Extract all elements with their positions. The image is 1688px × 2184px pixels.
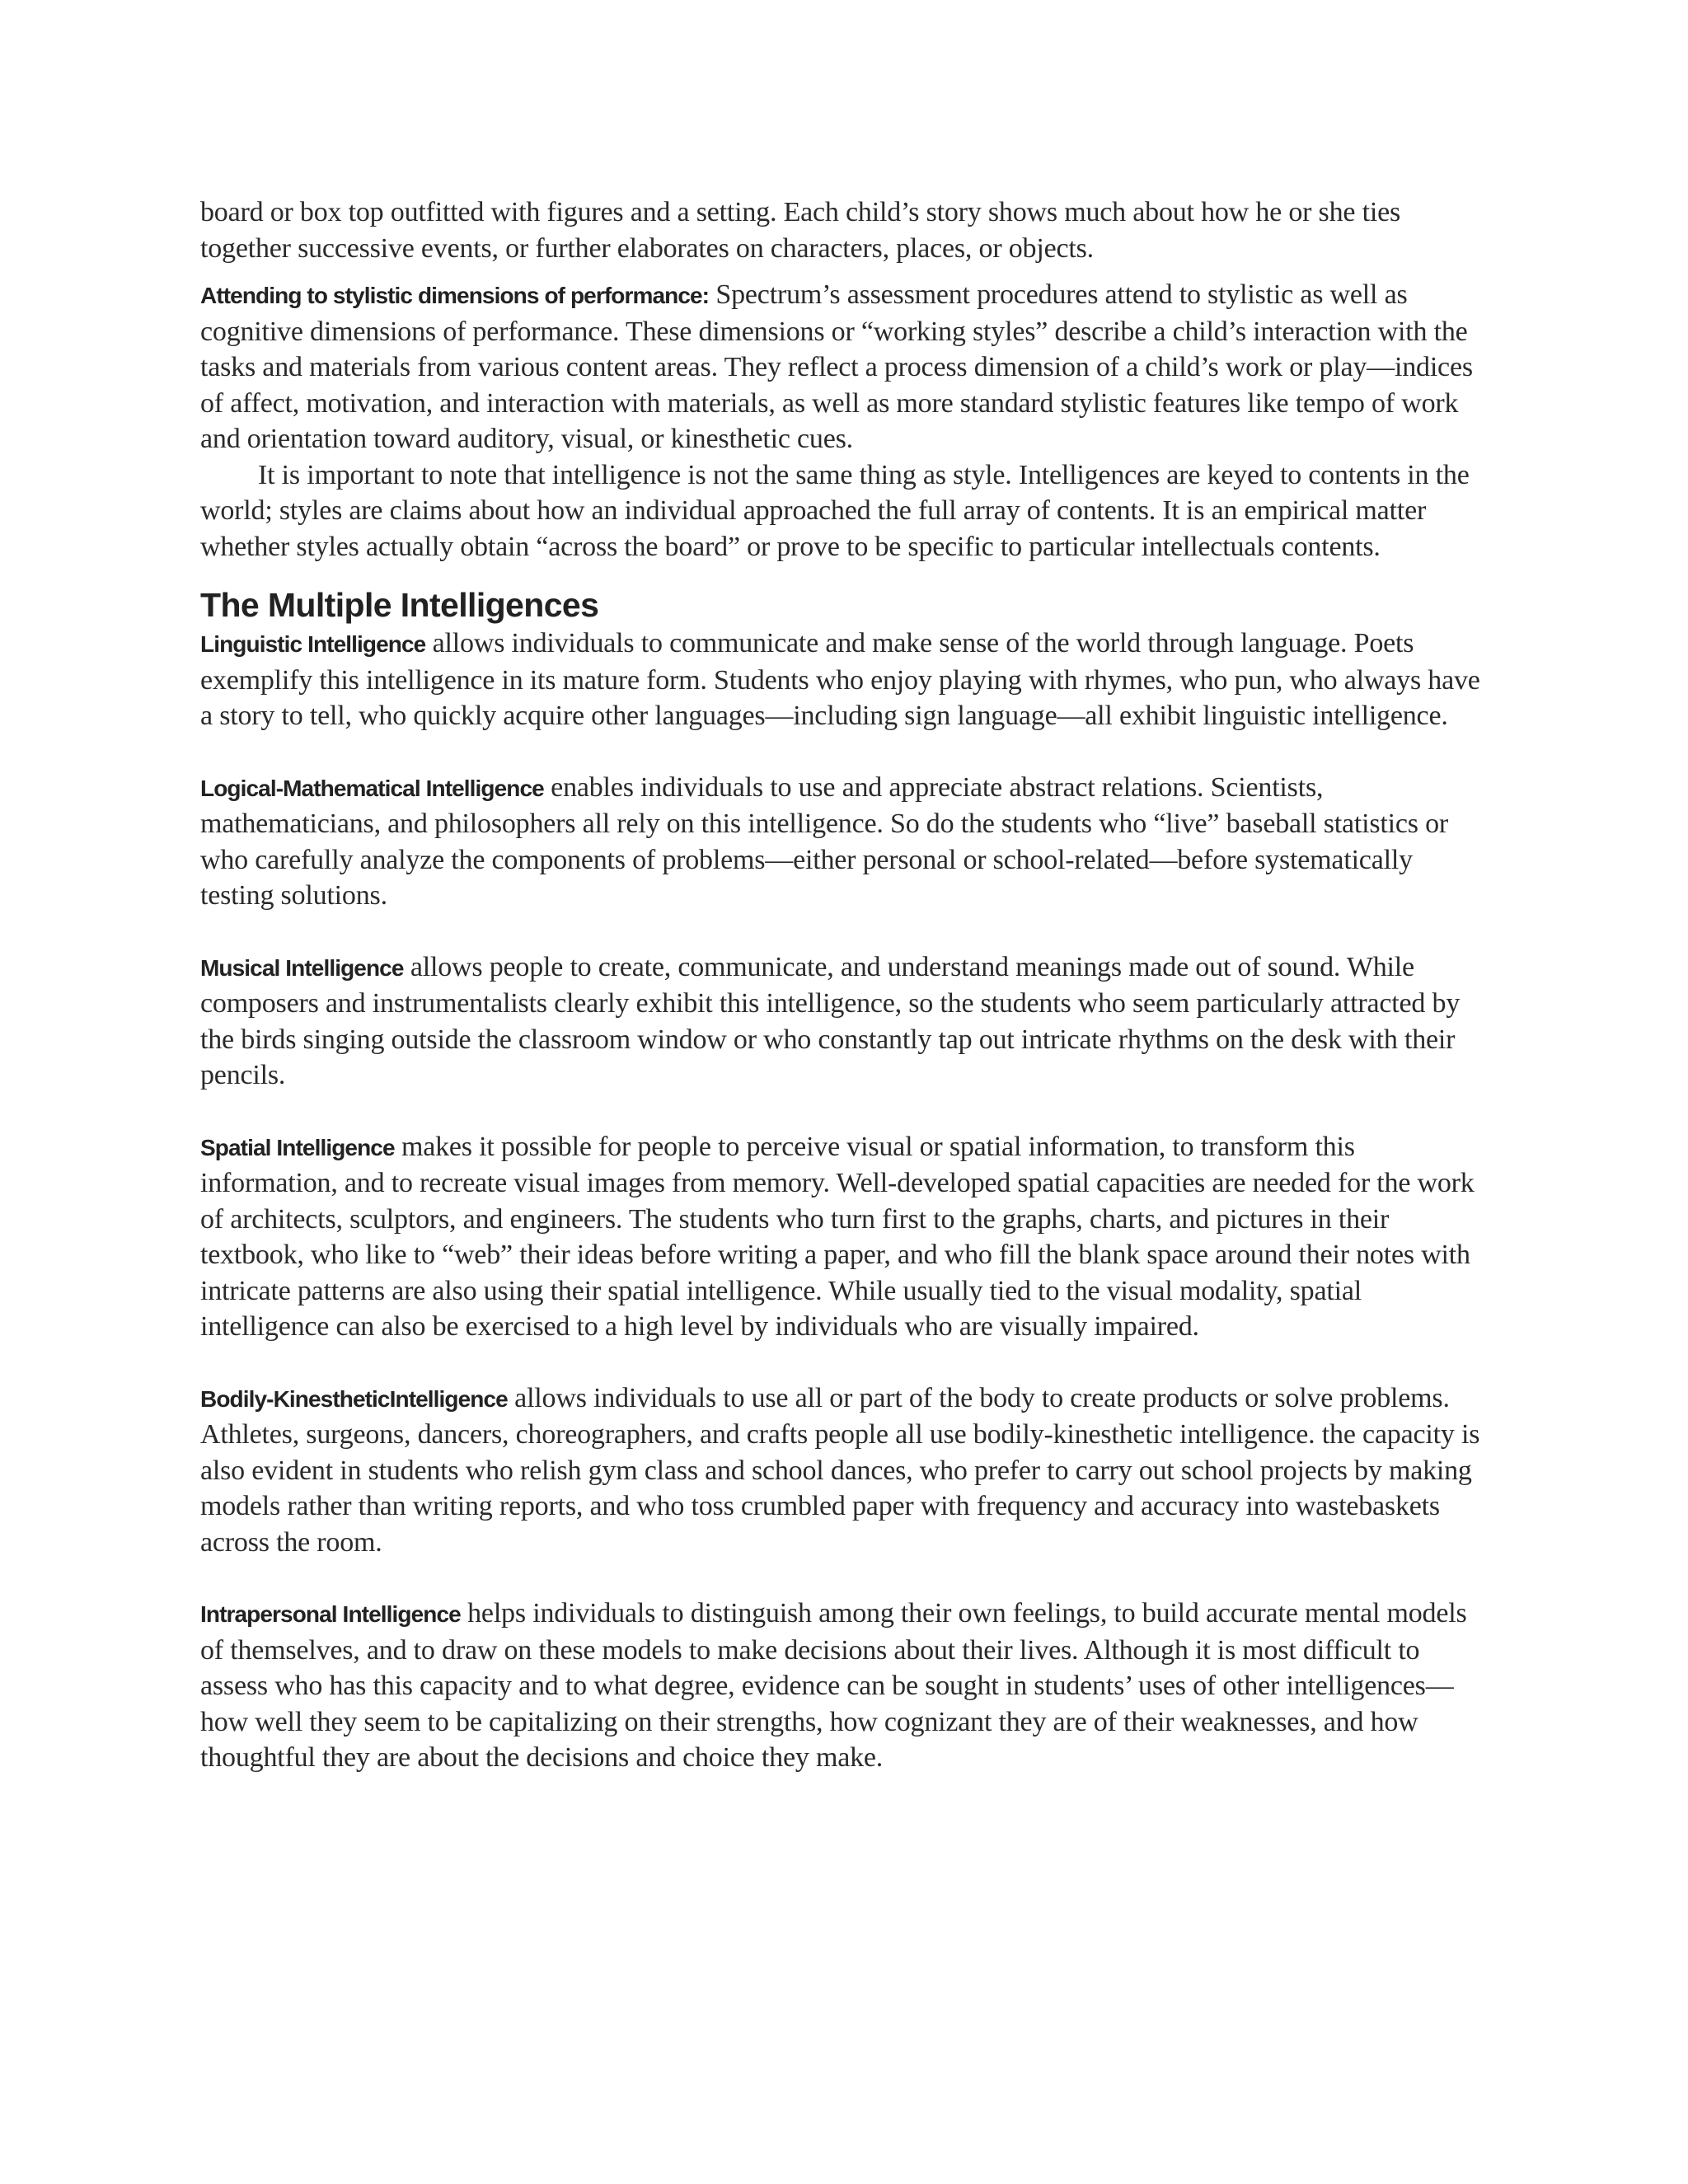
entry-term: Logical-Mathematical Intelligence (200, 775, 544, 801)
stylistic-lead: Attending to stylistic dimensions of performance: (200, 283, 710, 308)
entry-text: allows people to create, communicate, and understand meanings made out of sound. While composers and instrumentalists clearly exhibit this intelligence, so the students who seem particularly attracted by the birds singing outside the classroom window or who constantly tap out intricate rhythms on the desk with their pencils. (200, 951, 1461, 1090)
stylistic-paragraph (200, 277, 1493, 457)
style-note-paragraph: It is important to note that intelligence is not the same thing as style. Intelligences are keyed to contents in the world; styles are claims about how an individual approached the full array of contents. It is an empirical matter whether styles actually obtain “across the board” or prove to be specific to particular intellectuals contents. (200, 459, 1470, 562)
entry-text: allows individuals to use all or part of the body to create products or solve problems. Athletes, surgeons, dancers, choreographers, and crafts people all use bodily-kinesthetic intelligence. the capacity is also evident in students who relish gym class and school dances, who prefer to carry out school projects by making models rather than writing reports, and who toss crumbled paper with frequency and accuracy into wastebaskets across the room. (200, 1382, 1480, 1558)
intelligence-entry-bodily-kinesthetic (200, 1380, 1493, 1561)
section-heading: The Multiple Intelligences (200, 586, 599, 624)
entry-term: Musical Intelligence (200, 954, 404, 981)
entry-term: Intrapersonal Intelligence (200, 1601, 461, 1627)
intelligence-entry-linguistic (200, 626, 1493, 734)
intelligence-entry-intrapersonal (200, 1596, 1493, 1776)
document-page (200, 194, 1493, 1776)
entry-text: helps individuals to distinguish among their own feelings, to build accurate mental models of themselves, and to draw on these models to make decisions about their lives. Although it is most difficult to assess who has this capacity and to what degree, evidence can be sought in students’ uses of other intelligences—how well they seem to be capitalizing on their strengths, how cognizant they are of their weaknesses, and how thoughtful they are about the decisions and choice they make. (200, 1598, 1467, 1773)
intelligence-entry-logical-mathematical (200, 770, 1493, 914)
entry-term: Linguistic Intelligence (200, 631, 426, 657)
intro-paragraph: board or box top outfitted with figures and a setting. Each child’s story shows much about how he or she ties together successive events, or further elaborates on characters, places, or objects. (200, 197, 1400, 264)
intelligence-entry-musical (200, 949, 1493, 1094)
entry-term: Spatial Intelligence (200, 1134, 395, 1160)
entry-text: enables individuals to use and appreciate abstract relations. Scientists, mathematicians, and philosophers all rely on this intelligence. So do the students who “live” baseball statistics or who carefully analyze the components of problems—either personal or school-related—before systematically testing solutions. (200, 771, 1449, 911)
entry-term: Bodily-KinestheticIntelligence (200, 1385, 508, 1412)
stylistic-text: Spectrum’s assessment procedures attend to stylistic as well as cognitive dimensions of performance. These dimensions or “working styles” describe a child’s interaction with the tasks and materials from various content areas. They reflect a process dimension of a child’s work or play—indices of affect, motivation, and interaction with materials, as well as more standard stylistic features like tempo of work and orientation toward auditory, visual, or kinesthetic cues. (200, 279, 1473, 454)
entry-text: allows individuals to communicate and make sense of the world through language. Poets exemplify this intelligence in its mature form. Students who enjoy playing with rhymes, who pun, who always have a story to tell, who quickly acquire other languages—including sign language—all exhibit linguistic intelligence. (200, 628, 1480, 731)
intelligence-entry-spatial (200, 1129, 1493, 1345)
entry-text: makes it possible for people to perceive visual or spatial information, to transform this information, and to recreate visual images from memory. Well-developed spatial capacities are needed for the work of architects, sculptors, and engineers. The students who turn first to the graphs, charts, and pictures in their textbook, who like to “web” their ideas before writing a paper, and who fill the blank space around their notes with intricate patterns are also using their spatial intelligence. While usually tied to the visual modality, spatial intelligence can also be exercised to a high level by individuals who are visually impaired. (200, 1131, 1475, 1342)
